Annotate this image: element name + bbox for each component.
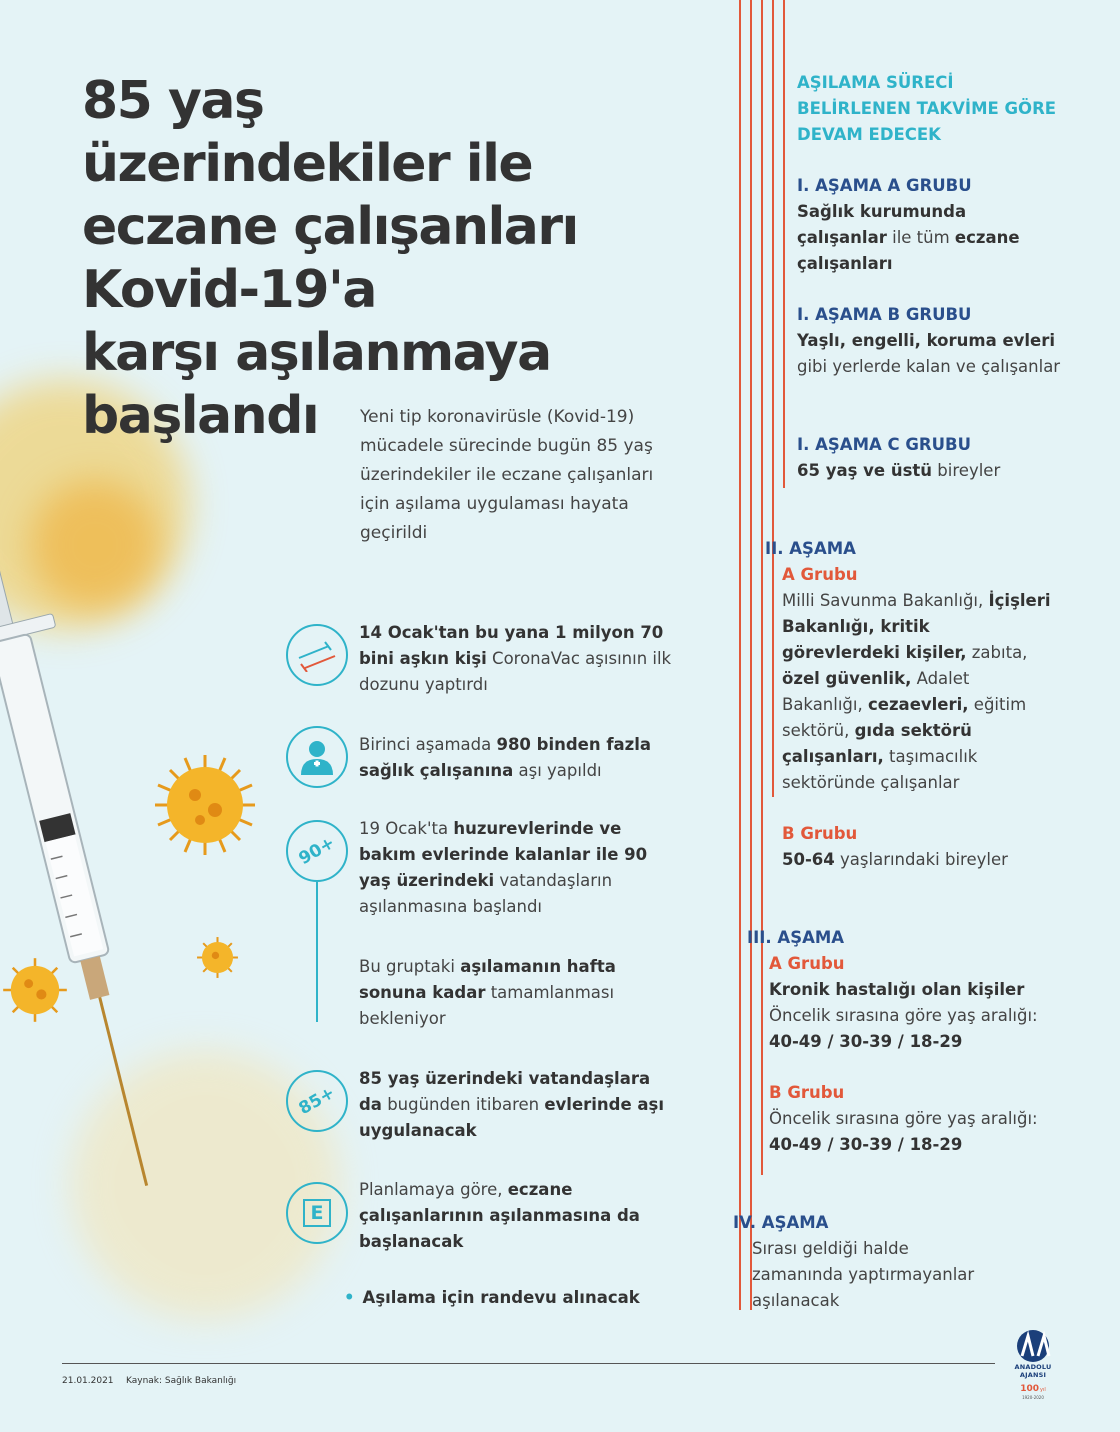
connector-line: [316, 882, 318, 1022]
stat-health-workers-text: Birinci aşamada: [359, 735, 497, 754]
stat-health-workers-text2: aşı yapıldı: [513, 761, 602, 780]
syringe-illustration: [0, 545, 230, 1205]
stat-first-dose-bold: 14 Ocak'tan bu yana 1 milyon 70 bini aşkın kişi: [359, 623, 664, 668]
phase-1a-title: I. AŞAMA A GRUBU: [797, 176, 972, 195]
schedule-heading-line: BELİRLENEN TAKVİME GÖRE: [797, 99, 1057, 118]
phase-3a-title: A Grubu: [769, 954, 845, 973]
stat-nursing-homes: [359, 816, 659, 920]
phase-1b: [797, 302, 1067, 380]
syringe-icon: [286, 624, 348, 686]
stat-weekend-text2: tamamlanması bekleniyor: [359, 983, 615, 1028]
phase-2a-text5: taşımacılık sektöründe çalışanlar: [782, 747, 978, 792]
phase-1a-bold2: eczane çalışanları: [797, 228, 1020, 273]
stat-pharmacy-bold: eczane çalışanlarının aşılanmasına da başlanacak: [359, 1180, 640, 1251]
phase-2-title: II. AŞAMA: [765, 539, 856, 558]
pharmacy-letter: E: [303, 1199, 331, 1227]
phase-2b-body: [782, 847, 1052, 873]
aa-100: 100: [1020, 1384, 1040, 1394]
bullet-dot: •: [344, 1288, 355, 1307]
stat-nursing-homes-bold: huzurevlerinde ve bakım evlerinde kalanlar ile 90 yaş üzerindeki: [359, 819, 648, 890]
schedule-heading-line: AŞILAMA SÜRECİ: [797, 73, 954, 92]
phase-3b-title: B Grubu: [769, 1083, 845, 1102]
stat-health-workers: [359, 732, 659, 784]
phase-3a-ranges: [769, 1029, 1069, 1055]
phase-2a-title: A Grubu: [782, 565, 858, 584]
phase-1c-title: I. AŞAMA C GRUBU: [797, 435, 971, 454]
phase-3b-ranges-text: 40-49 / 30-39 / 18-29: [769, 1135, 963, 1154]
phase-2a-bold: İçişleri Bakanlığı, kritik görevlerdeki kişiler,: [782, 591, 1051, 662]
phase-1a: [797, 173, 1037, 277]
phase-3b-text: Öncelik sırasına göre yaş aralığı:: [769, 1109, 1038, 1128]
phase-2b-bold: 50-64: [782, 850, 835, 869]
phase-2a-bold3: cezaevleri,: [867, 695, 969, 714]
stat-first-dose-text: CoronaVac aşısının ilk dozunu yaptırdı: [359, 649, 672, 694]
timeline-line-4: [772, 0, 774, 797]
title-line: karşı aşılanmaya: [82, 323, 551, 383]
phase-3a-bold: [769, 977, 1069, 1003]
phase-1c: [797, 432, 1067, 484]
stat-nursing-homes-text: 19 Ocak'ta: [359, 819, 454, 838]
phase-2b-text: yaşlarındaki bireyler: [834, 850, 1008, 869]
stat-weekend-text: Bu gruptaki: [359, 957, 461, 976]
pharmacy-icon: [286, 1182, 348, 1244]
phase-3a-bold-text: Kronik hastalığı olan kişiler: [769, 980, 1025, 999]
phase-3b-ranges: [769, 1132, 1069, 1158]
phase-4-text: Sırası geldiği halde zamanında yaptırmayanlar aşılanacak: [752, 1239, 975, 1310]
phase-1c-body: [797, 458, 1067, 484]
aa-logo-icon: [1003, 1328, 1063, 1362]
stat-85-plus-bold2: evlerinde aşı uygulanacak: [359, 1095, 665, 1140]
phase-3a-text: Öncelik sırasına göre yaş aralığı:: [769, 1006, 1038, 1025]
phase-1c-bold: 65 yaş ve üstü: [797, 461, 933, 480]
title-line: üzerindekiler ile: [82, 134, 533, 194]
stat-weekend: [359, 954, 689, 1032]
stat-pharmacy: [359, 1177, 649, 1255]
timeline-line-1: [739, 0, 741, 1310]
phase-4-title: IV. AŞAMA: [733, 1213, 829, 1232]
age-85-label: 85+: [295, 1082, 339, 1120]
aa-logo-text: ANADOLU AJANSI: [1014, 1363, 1052, 1379]
aa-100-yil: yıl: [1040, 1387, 1046, 1393]
phase-3a-ranges-text: 40-49 / 30-39 / 18-29: [769, 1032, 963, 1051]
schedule-heading-line: DEVAM EDECEK: [797, 125, 941, 144]
intro-paragraph: Yeni tip koronavirüsle (Kovid-19) mücadele sürecinde bugün 85 yaş üzerindekiler ile eczane çalışanları için aşılama uygulaması hayata geçirildi: [360, 407, 654, 543]
main-title: [82, 70, 682, 448]
timeline-line-5: [783, 0, 785, 488]
stat-85-plus: [359, 1066, 669, 1144]
phase-1a-bold: Sağlık kurumunda çalışanlar: [797, 202, 967, 247]
phase-1b-text: gibi yerlerde kalan ve çalışanlar: [797, 357, 1061, 376]
stat-pharmacy-text: Planlamaya göre,: [359, 1180, 508, 1199]
schedule-heading: [797, 70, 1056, 148]
phase-3-title: III. AŞAMA: [747, 928, 845, 947]
stat-85-plus-text: bugünden itibaren: [381, 1095, 545, 1114]
timeline-line-3: [761, 0, 763, 1175]
aa-100-badge: [1003, 1381, 1063, 1400]
footer-source: Kaynak: Sağlık Bakanlığı: [126, 1376, 237, 1386]
stat-health-workers-bold: 980 binden fazla sağlık çalışanına: [359, 735, 652, 780]
phase-2a: [782, 562, 1052, 796]
phase-1a-text: ile tüm: [886, 228, 955, 247]
phase-3a: [769, 951, 1069, 1055]
timeline-line-2: [750, 0, 752, 1310]
phase-1b-title: I. AŞAMA B GRUBU: [797, 305, 972, 324]
phase-1a-body: [797, 199, 1037, 277]
phase-2a-text: Milli Savunma Bakanlığı,: [782, 591, 989, 610]
phase-2a-text2: zabıta,: [966, 643, 1028, 662]
stat-85-plus-bold: 85 yaş üzerindeki vatandaşlara da: [359, 1069, 651, 1114]
aa-100-years: 1920-2020: [1022, 1395, 1044, 1400]
stat-first-dose: [359, 620, 689, 698]
anadolu-ajansi-logo: [1003, 1328, 1063, 1400]
phase-1b-bold: Yaşlı, engelli, koruma evleri: [797, 331, 1056, 350]
title-line: eczane çalışanları: [82, 197, 578, 257]
footer-divider: [62, 1363, 995, 1364]
phase-2b-title: B Grubu: [782, 824, 858, 843]
appointment-text: Aşılama için randevu alınacak: [362, 1288, 640, 1307]
stat-weekend-bold: aşılamanın hafta sonuna kadar: [359, 957, 616, 1002]
phase-3b: [769, 1080, 1069, 1158]
title-line: başlandı: [82, 386, 319, 446]
phase-2a-body: [782, 588, 1052, 796]
phase-2a-text4: eğitim sektörü,: [782, 695, 1027, 740]
doctor-icon: [286, 726, 348, 788]
appointment-bullet: [344, 1288, 640, 1307]
phase-2a-bold2: özel güvenlik,: [782, 669, 912, 688]
age-90-label: 90+: [295, 832, 339, 870]
stat-nursing-homes-text2: vatandaşların aşılanmasına başlandı: [359, 871, 613, 916]
phase-2a-text3: Adalet Bakanlığı,: [782, 669, 970, 714]
phase-1b-body: [797, 328, 1067, 380]
title-line: Kovid-19'a: [82, 260, 377, 320]
footer-date: 21.01.2021: [62, 1376, 114, 1386]
phase-2a-bold4: gıda sektörü çalışanları,: [782, 721, 972, 766]
title-line: 85 yaş: [82, 71, 264, 131]
phase-2b: [782, 821, 1052, 873]
phase-1c-text: bireyler: [932, 461, 1001, 480]
age-90-icon: [286, 820, 348, 882]
age-85-icon: [286, 1070, 348, 1132]
